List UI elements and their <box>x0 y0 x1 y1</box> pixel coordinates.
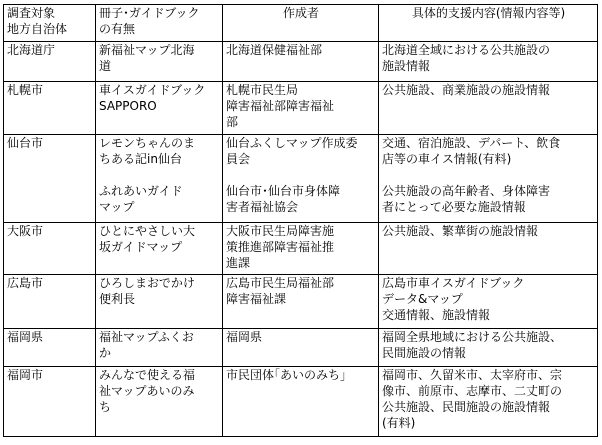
cell-area <box>4 367 96 437</box>
cell-line: 公共施設、民間施設の施設情報 <box>382 400 551 414</box>
cell-maker <box>223 135 379 223</box>
header-support-content <box>379 5 598 42</box>
table-row <box>4 329 598 367</box>
table-row <box>4 82 598 135</box>
cell-area <box>4 82 96 135</box>
cell-gap <box>382 167 595 183</box>
cell-line: 北海道庁 <box>7 43 56 57</box>
cell-line: 広島市 <box>7 276 44 290</box>
cell-guide <box>96 275 223 329</box>
cell-line: 員会 <box>226 152 251 166</box>
cell-line: ひとにやさしい大 <box>99 224 196 238</box>
cell-area <box>4 223 96 275</box>
cell-line: か <box>99 346 112 360</box>
cell-line: ふれあいガイド <box>99 184 183 198</box>
cell-line: データ&マップ <box>382 292 463 306</box>
header-line: の有無 <box>99 22 136 36</box>
cell-line: 大阪市 <box>7 224 44 238</box>
cell-line: 公共施設の高年齢者、身体障害 <box>382 184 551 198</box>
cell-content <box>379 135 598 223</box>
cell-content <box>379 367 598 437</box>
table-row <box>4 135 598 223</box>
cell-line: 仙台市･仙台市身体障 <box>226 184 341 198</box>
header-line: 冊子･ガイドブック <box>99 6 200 20</box>
cell-line: 福岡全県地域における公共施設、 <box>382 330 563 344</box>
cell-line: 交通情報、施設情報 <box>382 308 491 322</box>
header-guidebook <box>96 5 223 42</box>
cell-line: 進課 <box>226 256 251 270</box>
cell-content <box>379 275 598 329</box>
cell-line: 仙台市 <box>7 136 44 150</box>
cell-line: 公共施設、繁華街の施設情報 <box>382 224 539 238</box>
cell-guide <box>96 223 223 275</box>
cell-line: マップ <box>99 200 135 214</box>
cell-line: 新福祉マップ北海 <box>99 43 195 57</box>
header-author <box>223 5 379 42</box>
cell-maker <box>223 223 379 275</box>
table-row <box>4 275 598 329</box>
cell-line: 公共施設、商業施設の施設情報 <box>382 83 551 97</box>
cell-line: 害者福祉協会 <box>226 200 299 214</box>
table-row <box>4 367 598 437</box>
cell-line: みんなで使える福 <box>99 368 196 382</box>
cell-line: 部 <box>226 115 239 129</box>
cell-line: 道 <box>99 59 112 73</box>
cell-line: 祉マップあいのみ <box>99 384 195 398</box>
cell-line: 札幌市 <box>7 83 44 97</box>
cell-guide <box>96 82 223 135</box>
header-target-municipality <box>4 5 96 42</box>
header-line: 地方自治体 <box>7 22 68 36</box>
cell-gap <box>99 167 220 183</box>
cell-area <box>4 275 96 329</box>
cell-area <box>4 135 96 223</box>
cell-guide <box>96 329 223 367</box>
cell-content <box>379 82 598 135</box>
cell-maker <box>223 42 379 82</box>
cell-line: レモンちゃんのま <box>99 136 196 150</box>
cell-line: 障害福祉部障害福祉 <box>226 99 335 113</box>
header-line: 調査対象 <box>7 6 56 20</box>
cell-guide <box>96 42 223 82</box>
cell-line: 仙台ふくしマップ作成委 <box>226 136 358 150</box>
header-line: 具体的支援内容(情報内容等) <box>411 6 566 20</box>
header-line: 作成者 <box>282 6 319 20</box>
cell-line: 車イスガイドブック <box>99 83 206 97</box>
cell-line: 北海道全域における公共施設の <box>382 43 551 57</box>
cell-line: 便利長 <box>99 292 136 306</box>
cell-maker <box>223 275 379 329</box>
cell-gap <box>226 167 376 183</box>
cell-maker <box>223 367 379 437</box>
cell-line: 策推進部障害福祉推 <box>226 240 335 254</box>
cell-line: 像市、前原市、志摩市、二丈町の <box>382 384 563 398</box>
cell-line: 大阪市民生局障害施 <box>226 224 335 238</box>
cell-line: 広島市車イスガイドブック <box>382 276 525 290</box>
cell-line: 障害福祉課 <box>226 292 287 306</box>
cell-line: ち <box>99 400 112 414</box>
cell-content <box>379 42 598 82</box>
cell-area <box>4 42 96 82</box>
cell-line: 北海道保健福祉部 <box>226 43 323 57</box>
cell-guide <box>96 135 223 223</box>
cell-maker <box>223 329 379 367</box>
cell-line: 者にとって必要な施設情報 <box>382 200 526 214</box>
cell-line: 福岡市 <box>7 368 44 382</box>
cell-line: 福祉マップふくお <box>99 330 194 344</box>
cell-line: 福岡県 <box>7 330 44 344</box>
cell-content <box>379 329 598 367</box>
cell-line: 交通、宿泊施設、デパート、飲食 <box>382 136 561 150</box>
cell-line: 市民団体｢あいのみち｣ <box>226 368 347 382</box>
cell-line: 店等の車イス情報(有料) <box>382 152 512 166</box>
cell-line: (有料) <box>382 416 416 430</box>
cell-line: ひろしまおでかけ <box>99 276 195 290</box>
cell-line: 福岡市、久留米市、太宰府市、宗 <box>382 368 563 382</box>
cell-line: 広島市民生局福祉部 <box>226 276 335 290</box>
cell-line: 福岡県 <box>226 330 263 344</box>
cell-line: 札幌市民生局 <box>226 83 299 97</box>
cell-guide <box>96 367 223 437</box>
cell-line: 坂ガイドマップ <box>99 240 183 254</box>
table-row <box>4 223 598 275</box>
cell-area <box>4 329 96 367</box>
cell-maker <box>223 82 379 135</box>
cell-line: 施設情報 <box>382 59 431 73</box>
cell-line: ちある記in仙台 <box>99 152 182 166</box>
header-row <box>4 5 598 42</box>
cell-line: SAPPORO <box>99 99 157 113</box>
cell-content <box>379 223 598 275</box>
support-info-table <box>3 4 598 437</box>
cell-line: 民間施設の情報 <box>382 346 467 360</box>
table-row <box>4 42 598 82</box>
